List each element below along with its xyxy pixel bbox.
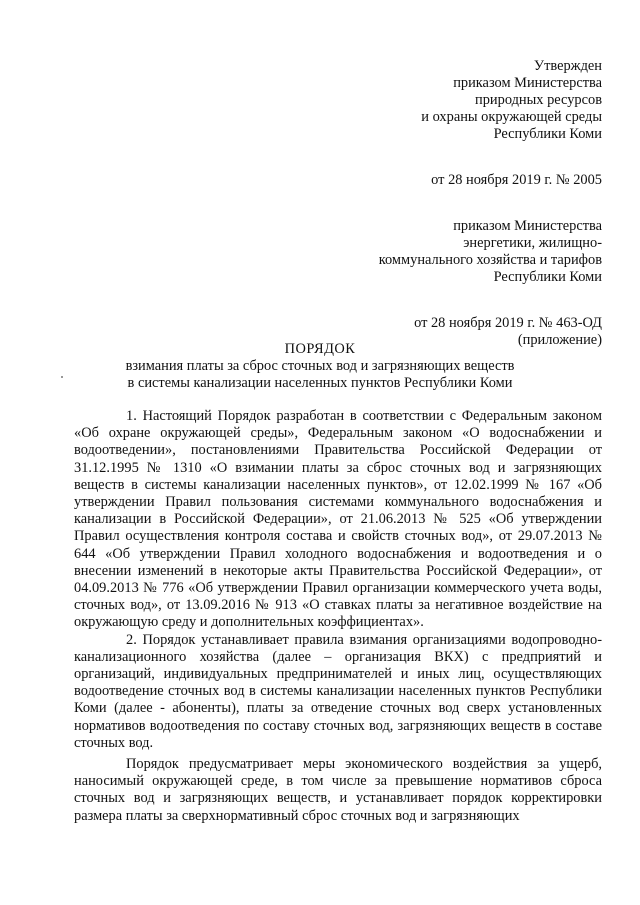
- approval-block: [379, 58, 602, 349]
- approval-line: (приложение): [517, 332, 602, 348]
- approval-date: от 28 ноября 2019 г. № 2005: [431, 172, 602, 188]
- title-heading: ПОРЯДОК: [284, 341, 356, 357]
- approval-line: энергетики, жилищно-: [463, 235, 602, 251]
- approval-date: от 28 ноября 2019 г. № 463-ОД: [414, 315, 602, 331]
- approval-line: приказом Министерства: [453, 75, 602, 91]
- approval-line: Утвержден: [533, 58, 602, 74]
- paragraph-3: Порядок предусматривает меры экономического воздействия за ущерб, наносимый окружающей среде, в том числе за превышение нормативов сброса сточных вод и загрязняющих веществ, и устанавливает порядок корректировки размера платы за сверхнормативный сброс сточных вод и загрязняющих: [74, 756, 602, 824]
- document-title: [0, 341, 640, 392]
- approval-line: приказом Министерства: [453, 218, 602, 234]
- approval-line: Республики Коми: [493, 269, 602, 285]
- spacer: [379, 143, 602, 172]
- approval-line: Республики Коми: [493, 126, 602, 142]
- approval-line: коммунального хозяйства и тарифов: [378, 252, 602, 268]
- paragraph-1: 1. Настоящий Порядок разработан в соответствии с Федеральным законом «Об охране окружающей среды», Федеральным законом «О водоснабжении и водоотведении», постановлениями Правительства Российской Федерации от 31.12.1995 № 1310 «О взимании платы за сброс сточных вод и загрязняющих веществ в системы канализации населенных пунктов», от 12.02.1999 № 167 «Об утверждении Правил пользования системами коммунального водоснабжения и канализации в Российской Федерации», от 21.06.2013 № 525 «Об утверждении Правил осуществления контроля состава и свойств сточных вод», от 29.07.2013 № 644 «Об утверждении Правил холодного водоснабжения и водоотведения и о внесении изменений в некоторые акты Правительства Российской Федерации», от 04.09.2013 № 776 «Об утверждении Правил организации коммерческого учета воды, сточных вод», от 13.09.2016 № 913 «О ставках платы за негативное воздействие на окружающую среду и дополнительных коэффициентах».: [74, 408, 602, 631]
- paragraph-2: 2. Порядок устанавливает правила взимания организациями водопроводно-канализационного хозяйства (далее – организация ВКХ) с предприятий и организаций, индивидуальных предпринимателей и иных лиц, осуществляющих водоотведение сточных вод в системы канализации населенных пунктов Республики Коми (далее - абоненты), платы за отведение сточных вод сверх установленных нормативов водоотведения по составу сточных вод, загрязняющих веществ в составе сточных вод.: [74, 631, 602, 751]
- title-subtitle: в системы канализации населенных пунктов Республики Коми: [127, 375, 513, 391]
- spacer: [379, 286, 602, 315]
- title-subtitle: взимания платы за сброс сточных вод и загрязняющих веществ: [125, 358, 515, 374]
- approval-line: и охраны окружающей среды: [421, 109, 602, 125]
- document-body: [74, 408, 602, 825]
- spacer: [379, 189, 602, 218]
- approval-line: природных ресурсов: [475, 92, 602, 108]
